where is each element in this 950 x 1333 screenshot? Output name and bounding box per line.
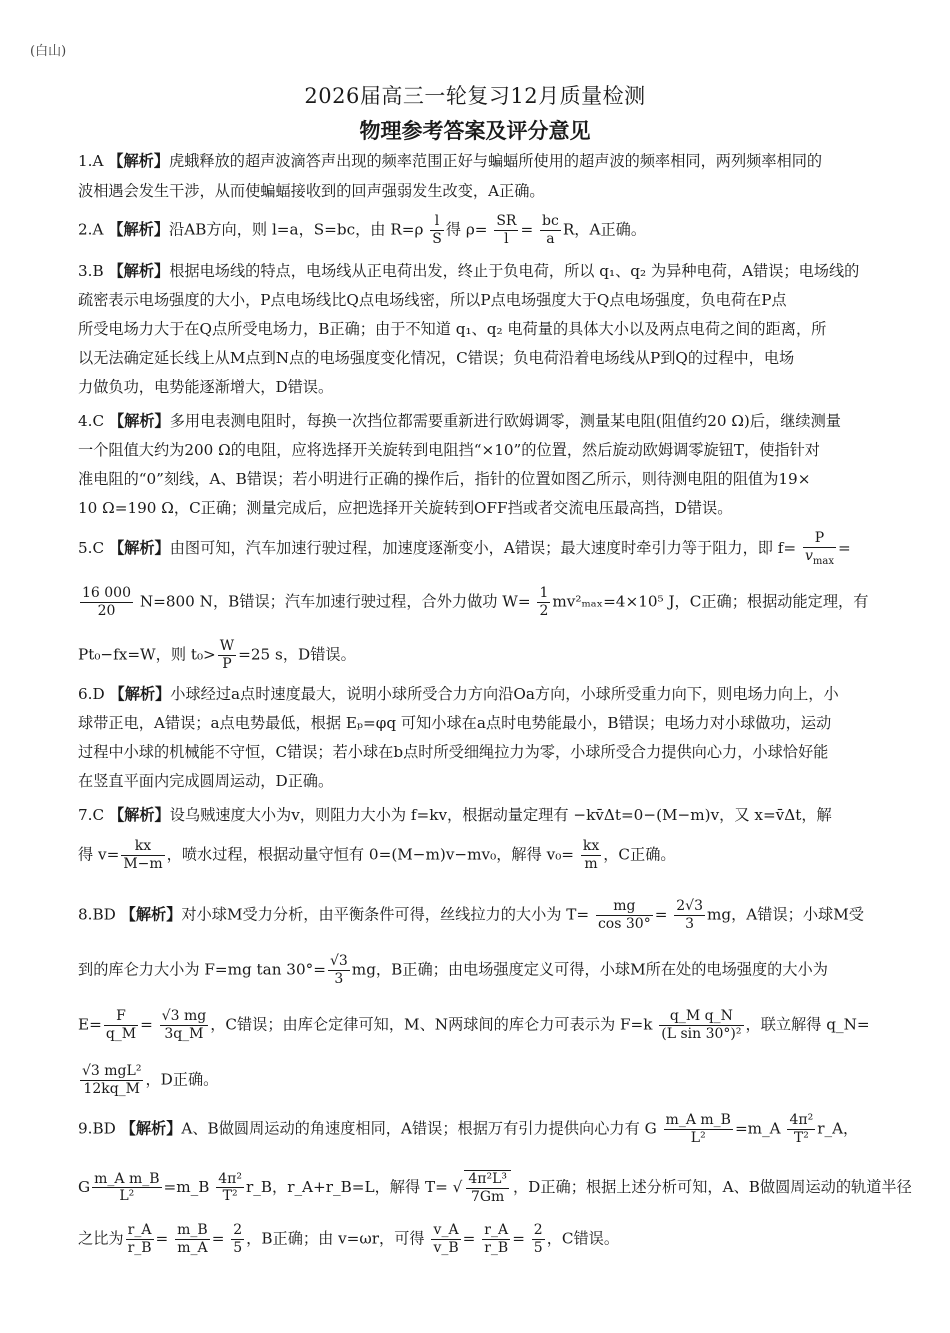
page-title: 2026届高三一轮复习12月质量检测 bbox=[304, 84, 646, 108]
page-subtitle: 物理参考答案及评分意见 bbox=[359, 118, 591, 143]
corner-mark: (白山) bbox=[30, 44, 67, 59]
